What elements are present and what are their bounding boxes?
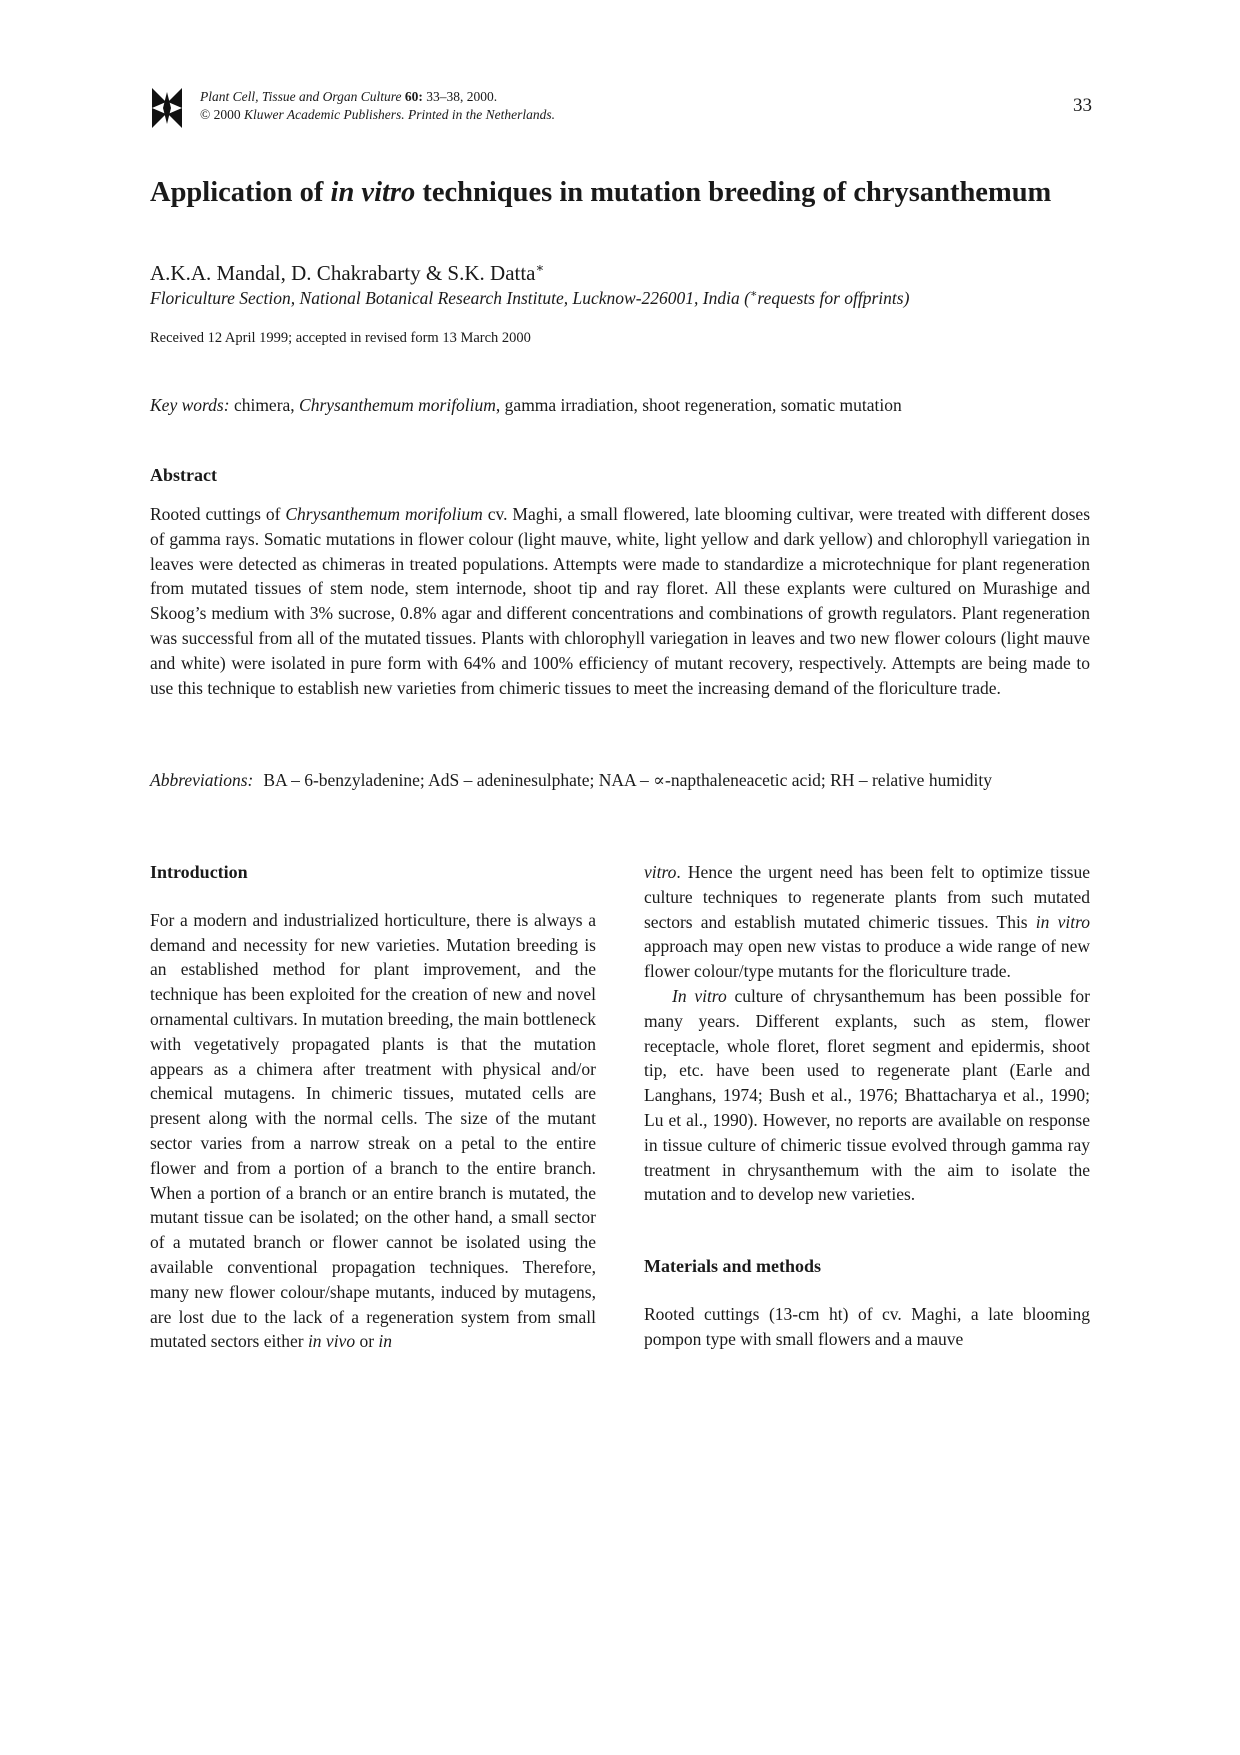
keywords-text2: , gamma irradiation, shoot regeneration, somatic mutation bbox=[495, 395, 902, 415]
author-mark: ∗ bbox=[535, 260, 545, 275]
title-italic: in vitro bbox=[330, 177, 416, 208]
paper-title bbox=[150, 175, 1110, 211]
abbreviations-text: BA – 6-benzyladenine; AdS – adeninesulphate; NAA – ∝-napthaleneacetic acid; RH – relative humidity bbox=[263, 770, 993, 790]
abbreviations bbox=[150, 768, 1090, 793]
methods-heading: Materials and methods bbox=[644, 1256, 821, 1277]
abstract-heading: Abstract bbox=[150, 465, 217, 485]
journal-name: Plant Cell, Tissue and Organ Culture bbox=[200, 89, 402, 104]
abstract-text1: Rooted cuttings of bbox=[150, 504, 286, 524]
received-date: Received 12 April 1999; accepted in revised form 13 March 2000 bbox=[150, 330, 531, 346]
abstract-species: Chrysanthemum morifolium bbox=[285, 504, 483, 524]
intro-p1-italic2-end: vitro bbox=[644, 862, 677, 882]
kluwer-logo-icon bbox=[150, 86, 184, 130]
keywords-species: Chrysanthemum morifolium bbox=[299, 395, 496, 415]
introduction-paragraph-1a bbox=[150, 908, 596, 1354]
keywords-text1: chimera, bbox=[229, 395, 300, 415]
keywords bbox=[150, 393, 902, 417]
intro-p1-italic2-start: in bbox=[378, 1331, 393, 1352]
methods-paragraph-1: Rooted cuttings (13-cm ht) of cv. Maghi, a late blooming pompon type with small flowers and a mauve bbox=[644, 1303, 1090, 1349]
affiliation bbox=[150, 282, 909, 310]
author-names: A.K.A. Mandal, D. Chakrabarty & S.K. Datta bbox=[150, 261, 536, 285]
copyright-year: 2000 bbox=[213, 107, 241, 122]
intro-p1-or: or bbox=[355, 1331, 379, 1352]
copyright-symbol: © bbox=[200, 107, 211, 122]
intro-p2-italic: In vitro bbox=[672, 985, 727, 1006]
intro-p1-continued: . Hence the urgent need has been felt to optimize tissue culture techniques to regenerate plants from such mutated sectors and establish mutated chimeric tissues. This bbox=[644, 862, 1090, 932]
journal-pages: 33–38, 2000. bbox=[426, 89, 498, 104]
page-number: 33 bbox=[1073, 95, 1092, 116]
intro-p1-text: For a modern and industrialized horticulture, there is always a demand and necessity for new varieties. Mutation breeding is an established method for plant improvement, and the technique has been exploited for the creation of new and novel ornamental cultivars. In mutation breeding, the main bottleneck with vegetatively propagated plants is that the mutation appears as a chimera after treatment with physical and/or chemical mutagens. In chimeric tissues, mutated cells are present along with the normal cells. The size of the mutant sector varies from a narrow streak on a petal to the entire flower and from a portion of a branch to the entire branch. When a portion of a branch or an entire branch is mutated, the mutant tissue can be isolated; on the other hand, a small sector of a mutated branch or flower cannot be isolated using the available conventional propagation techniques. Therefore, many new flower colour/shape mutants, induced by mutagens, are lost due to the lack of a regeneration system from small mutated sectors either bbox=[150, 909, 596, 1352]
journal-volume: 60: bbox=[404, 89, 423, 104]
affiliation-tail: requests for offprints) bbox=[757, 287, 910, 308]
keywords-label: Key words: bbox=[150, 395, 230, 415]
introduction-paragraph-1b bbox=[644, 860, 1090, 984]
journal-citation bbox=[200, 88, 555, 124]
affiliation-mark: ∗ bbox=[749, 288, 758, 300]
intro-p1-end: approach may open new vistas to produce a wide range of new flower colour/type mutants for the floriculture trade. bbox=[644, 936, 1090, 982]
publisher: Kluwer Academic Publishers. Printed in the Netherlands. bbox=[244, 107, 555, 122]
intro-p1-italic1: in vivo bbox=[307, 1331, 356, 1352]
abstract-body bbox=[150, 502, 1090, 700]
intro-p2-text: culture of chrysanthemum has been possible for many years. Different explants, such as stem, flower receptacle, whole floret, floret segment and epidermis, shoot tip, etc. have been used to regenerate plant (Earle and Langhans, 1974; Bush et al., 1976; Bhattacharya et al., 1990; Lu et al., 1990). However, no reports are available on response in tissue culture of chimeric tissue evolved through gamma ray treatment in chrysanthemum with the aim to isolate the mutation and to develop new varieties. bbox=[644, 985, 1090, 1205]
title-part2: techniques in mutation breeding of chrysanthemum bbox=[415, 177, 1052, 208]
affiliation-text: Floriculture Section, National Botanical Research Institute, Lucknow-226001, India ( bbox=[150, 287, 750, 308]
abbreviations-label: Abbreviations: bbox=[150, 770, 254, 790]
intro-p1-italic3: in vitro bbox=[1035, 911, 1090, 932]
introduction-heading: Introduction bbox=[150, 862, 248, 882]
abstract-text2: cv. Maghi, a small flowered, late blooming cultivar, were treated with different doses of gamma rays. Somatic mutations in flower colour (light mauve, white, light yellow and dark yellow) and chlorophyll variegation in leaves were detected as chimeras in treated populations. Attempts were made to standardize a microtechnique for plant regeneration from mutated tissues of stem node, stem internode, shoot tip and ray floret. All these explants were cultured on Murashige and Skoog’s medium with 3% sucrose, 0.8% agar and different concentrations and combinations of growth regulators. Plant regeneration was successful from all of the mutated tissues. Plants with chlorophyll variegation in leaves and two new flower colours (light mauve and white) were isolated in pure form with 64% and 100% efficiency of mutant recovery, respectively. Attempts are being made to use this technique to establish new varieties from chimeric tissues to meet the increasing demand of the floriculture trade. bbox=[150, 504, 1091, 698]
introduction-paragraph-2 bbox=[644, 984, 1090, 1207]
column-right bbox=[644, 860, 1090, 1352]
title-part1: Application of bbox=[150, 177, 331, 208]
column-left bbox=[150, 860, 596, 1354]
